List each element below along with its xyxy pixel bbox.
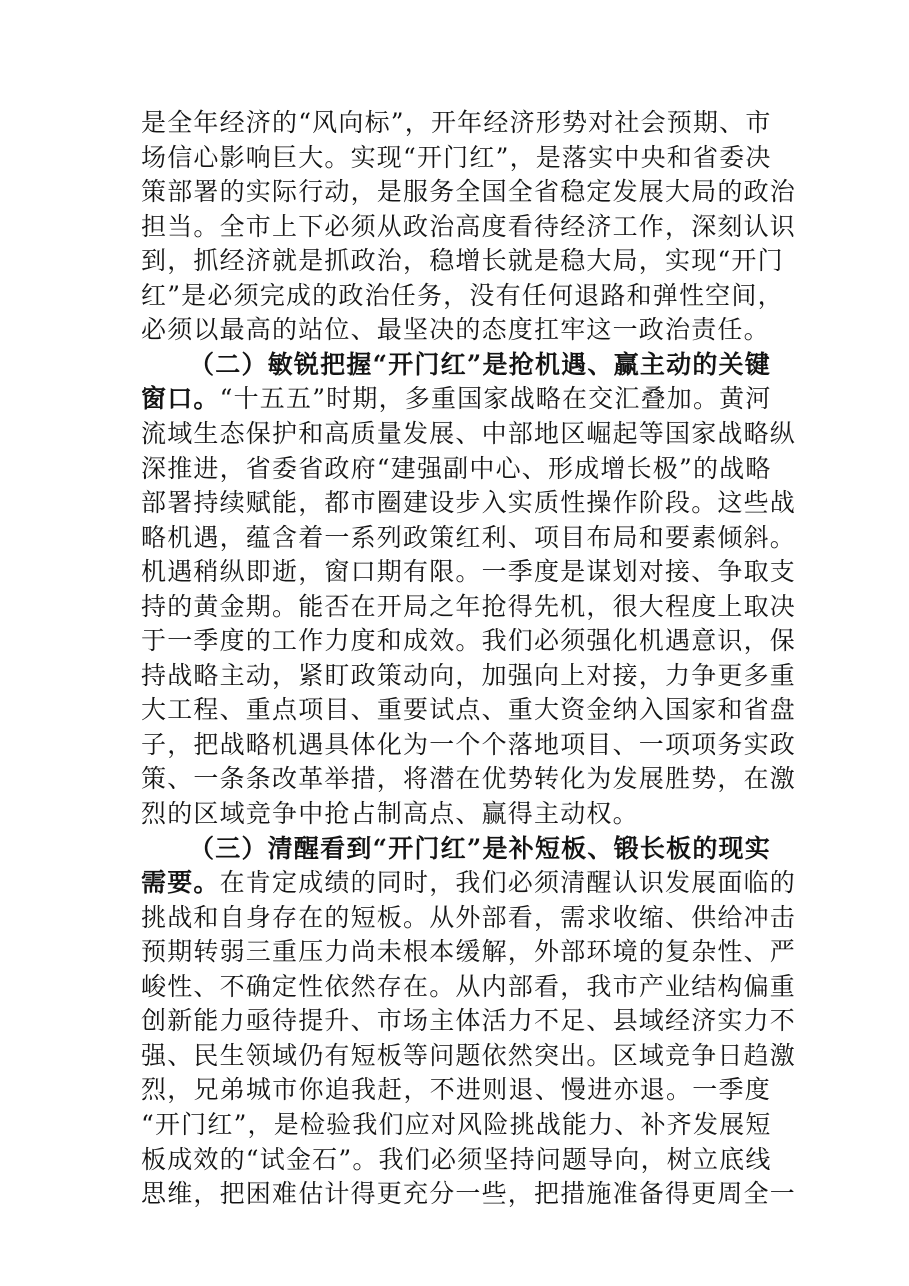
body-text: 强、民生领域仍有短板等问题依然突出。区域竞争日趋激 [141, 1040, 797, 1070]
body-text: 大工程、重点项目、重要试点、重大资金纳入国家和省盘 [141, 695, 797, 725]
text-line [141, 555, 797, 588]
text-line [141, 175, 797, 208]
body-text: 担当。全市上下必须从政治高度看待经济工作，深刻认识 [141, 211, 797, 241]
text-line [141, 866, 797, 899]
text-line [141, 1108, 771, 1141]
body-text: 烈的区域竞争中抢占制高点、赢得主动权。 [141, 799, 639, 828]
text-line [141, 452, 771, 485]
body-text: 策、一条条改革举措，将潜在优势转化为发展胜势，在激 [141, 764, 797, 794]
body-text: 峻性、不确定性依然存在。从内部看，我市产业结构偏重 [141, 971, 797, 1001]
body-text: 红”是必须完成的政治任务，没有任何退路和弹性空间， [141, 280, 784, 310]
body-text: 部署持续赋能，都市圈建设步入实质性操作阶段。这些战 [141, 488, 797, 517]
text-line [141, 210, 797, 243]
text-line [141, 313, 771, 346]
text-line [141, 624, 797, 657]
text-line [141, 417, 797, 450]
text-line [141, 244, 784, 277]
text-line [141, 901, 797, 934]
text-line [141, 486, 797, 519]
body-text: 深推进，省委省政府“建强副中心、形成增长极”的战略 [141, 453, 772, 483]
text-line [141, 141, 771, 174]
body-text: 创新能力亟待提升、市场主体活力不足、县域经济实力不 [141, 1006, 797, 1036]
text-line [141, 521, 797, 554]
text-line [141, 797, 771, 830]
body-text: 略机遇，蕴含着一系列政策红利、项目布局和要素倾斜。 [141, 522, 797, 552]
body-text: 策部署的实际行动，是服务全国全省稳定发展大局的政治 [141, 177, 797, 207]
text-line [141, 590, 797, 623]
bold-heading-text: （二）敏锐把握“开门红”是抢机遇、赢主动的关键 [189, 349, 771, 379]
body-text: 在肯定成绩的同时，我们必须清醒认识发展面临的 [219, 868, 797, 898]
text-line [141, 935, 797, 968]
body-text: 必须以最高的站位、最坚决的态度扛牢这一政治责任。 [141, 315, 770, 345]
body-text: 流域生态保护和高质量发展、中部地区崛起等国家战略纵 [141, 418, 797, 448]
body-text: 思维，把困难估计得更充分一些，把措施准备得更周全一 [141, 1179, 797, 1208]
body-text: 烈，兄弟城市你追我赶，不进则退、慢进亦退。一季度 [141, 1075, 771, 1105]
text-line [141, 693, 797, 726]
body-text: 预期转弱三重压力尚未根本缓解，外部环境的复杂性、严 [141, 937, 797, 967]
text-line [141, 1004, 797, 1037]
text-line [189, 832, 771, 865]
bold-heading-text: （三）清醒看到“开门红”是补短板、锻长板的现实 [189, 833, 771, 863]
text-line [141, 970, 797, 1003]
body-text: “开门红”，是检验我们应对风险挑战能力、补齐发展短 [141, 1109, 772, 1139]
text-line [141, 1073, 771, 1106]
text-line [141, 1177, 797, 1210]
text-line [141, 382, 771, 415]
bold-heading-text: 需要。 [141, 868, 220, 898]
body-text: 是全年经济的“风向标”，开年经济形势对社会预期、市 [141, 108, 772, 137]
text-line [141, 279, 784, 312]
text-line [141, 106, 771, 139]
text-line [141, 659, 797, 692]
body-text: 场信心影响巨大。实现“开门红”，是落实中央和省委决 [141, 142, 772, 172]
body-text: 到，抓经济就是抓政治，稳增长就是稳大局，实现“开门 [141, 246, 784, 276]
body-text: 持战略主动，紧盯政策动向，加强向上对接，力争更多重 [141, 660, 797, 690]
text-line [141, 1039, 797, 1072]
body-text: 机遇稍纵即逝，窗口期有限。一季度是谋划对接、争取支 [141, 557, 797, 587]
body-text: 持的黄金期。能否在开局之年抢得先机，很大程度上取决 [141, 591, 797, 621]
text-line [141, 1143, 771, 1176]
text-line [141, 728, 797, 761]
body-text: “十五五”时期，多重国家战略在交汇叠加。黄河 [219, 384, 772, 414]
body-text: 挑战和自身存在的短板。从外部看，需求收缩、供给冲击 [141, 902, 797, 932]
text-line [189, 348, 771, 381]
text-line [141, 762, 797, 795]
body-text: 子，把战略机遇具体化为一个个落地项目、一项项务实政 [141, 729, 797, 759]
bold-heading-text: 窗口。 [141, 384, 220, 414]
body-text: 板成效的“试金石”。我们必须坚持问题导向，树立底线 [141, 1144, 772, 1174]
body-text: 于一季度的工作力度和成效。我们必须强化机遇意识，保 [141, 626, 797, 656]
